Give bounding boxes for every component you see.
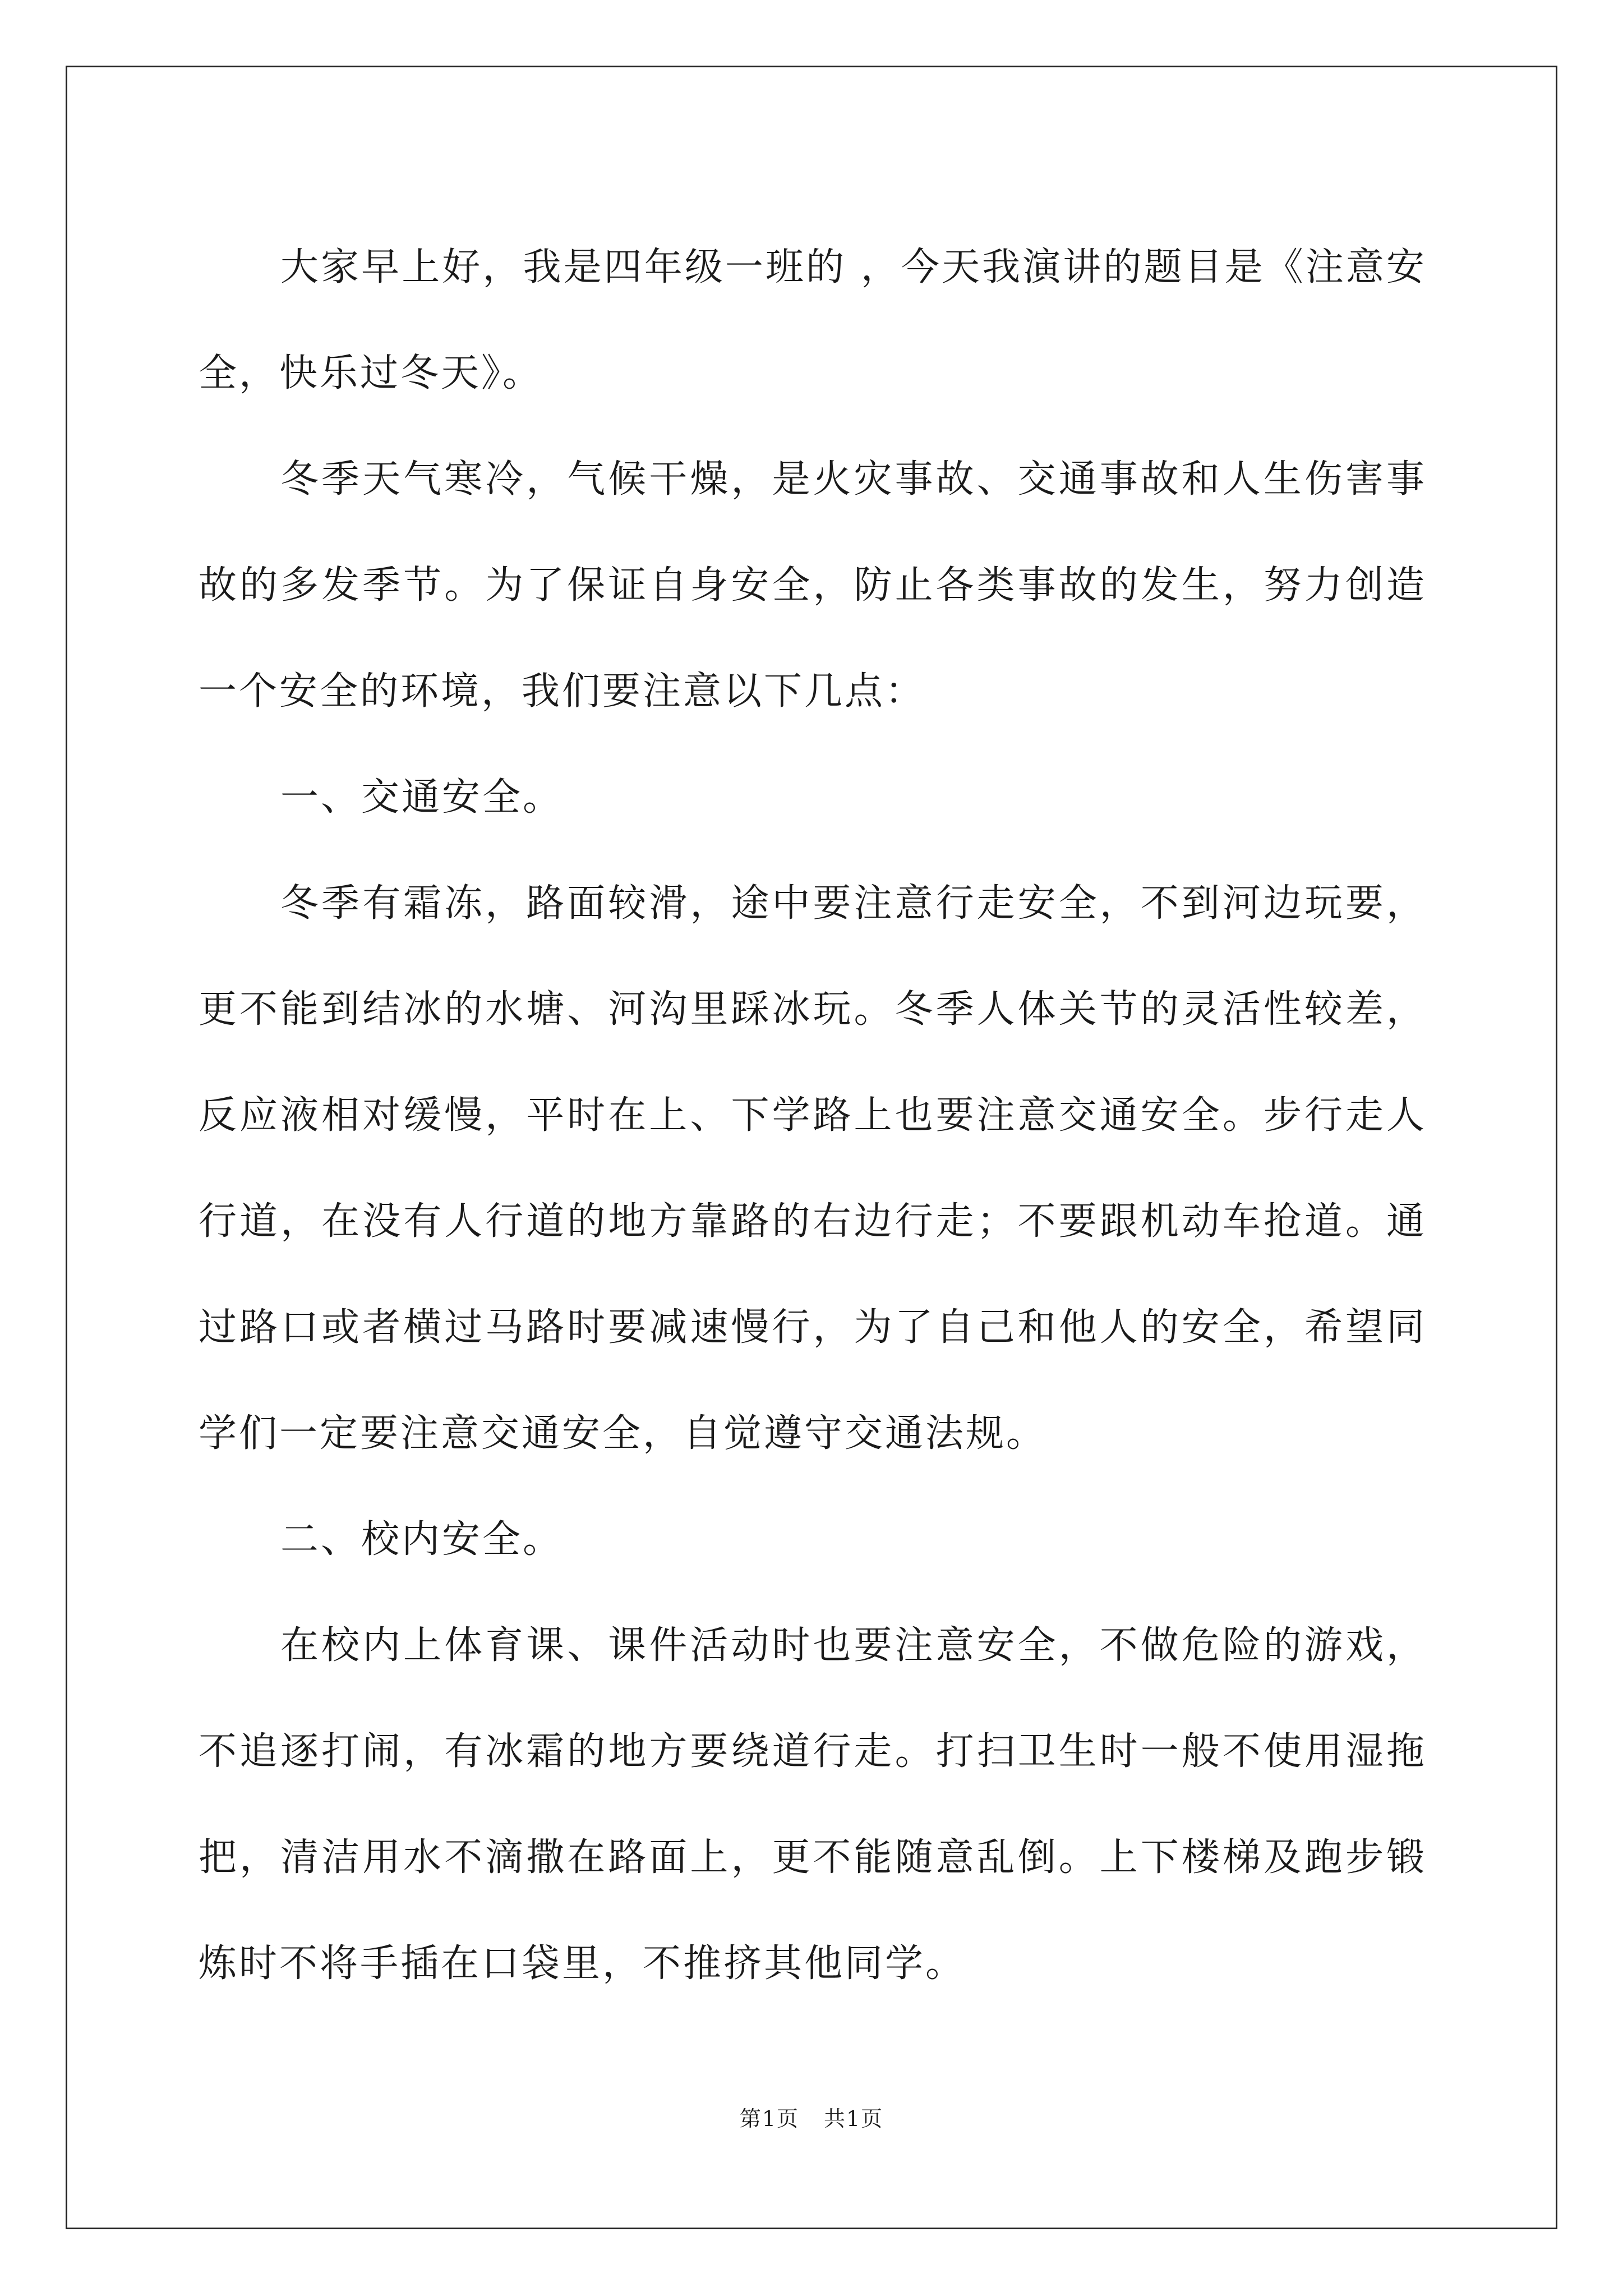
heading-traffic-safety: 一、交通安全。 [280, 775, 564, 820]
paragraph-traffic-safety: 冬季有霜冻，路面较滑，途中要注意行走安全，不到河边玩要，更不能到结冰的水塘、河沟里踩冰玩。冬季人体关节的灵活性较差，反应液相对缓慢，平时在上、下学路上也要注意交通安全。步行走人行道，在没有人行道的地方靠路的右边行走；不要跟机动车抢道。通过路口或者横过马路时要减速慢行，为了自己和他人的安全，希望同学们一定要注意交通安全，自觉遵守交通法规。 [199, 881, 1427, 1456]
page-total: 共1页 [824, 2106, 884, 2131]
page-number: 第1页 [739, 2106, 799, 2131]
document-body [199, 214, 1427, 2017]
paragraph-campus-safety: 在校内上体育课、课件活动时也要注意安全，不做危险的游戏，不追逐打闹，有冰霜的地方要绕道行走。打扫卫生时一般不使用湿拖把，清洁用水不滴撒在路面上，更不能随意乱倒。上下楼梯及跑步锻炼时不将手插在口袋里，不推挤其他同学。 [199, 1623, 1427, 1986]
paragraph-greeting: 大家早上好，我是四年级一班的 ，今天我演讲的题目是《注意安全，快乐过冬天》。 [199, 245, 1427, 395]
heading-campus-safety: 二、校内安全。 [280, 1517, 564, 1562]
page-footer [0, 2105, 1623, 2133]
paragraph-winter-intro: 冬季天气寒冷，气候干燥，是火灾事故、交通事故和人生伤害事故的多发季节。为了保证自身安全，防止各类事故的发生，努力创造一个安全的环境，我们要注意以下几点： [199, 457, 1427, 714]
